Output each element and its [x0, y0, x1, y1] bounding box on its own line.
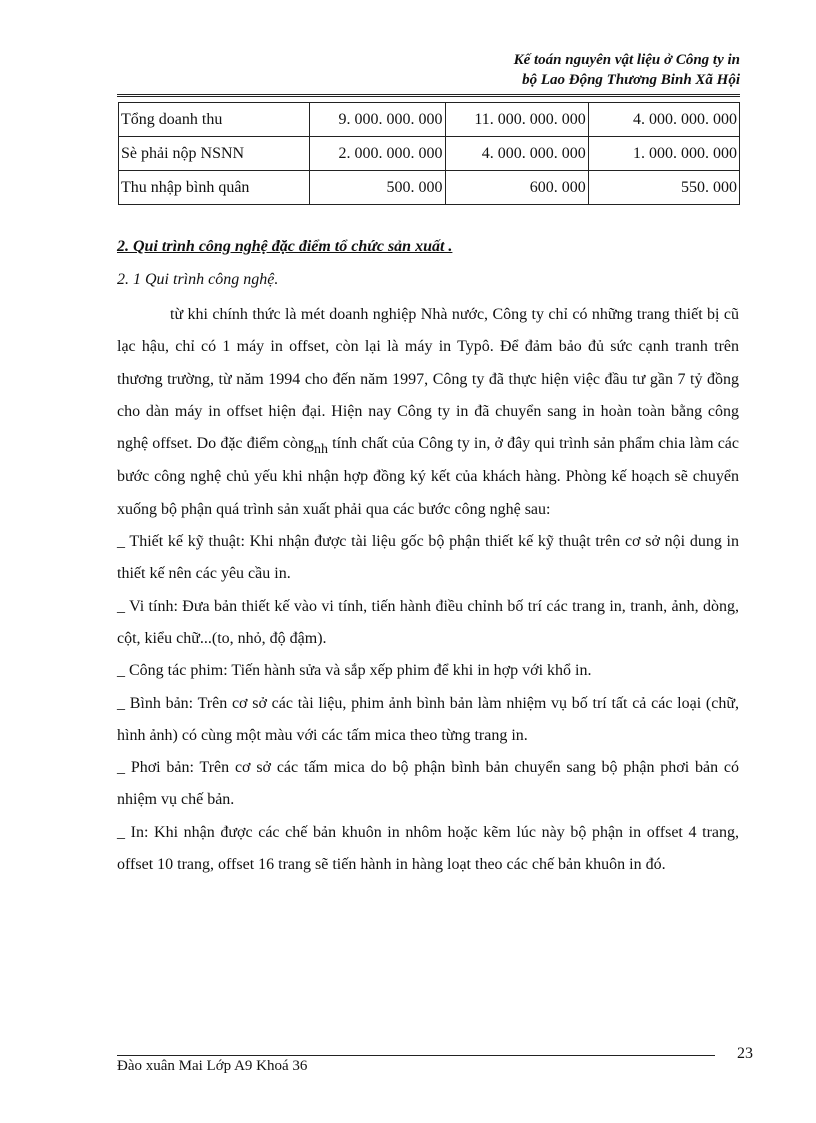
step-paragraph: _ Bình bản: Trên cơ sở các tài liệu, phim ảnh bình bản làm nhiệm vụ bố trí tất cả các loại (chữ, hình ảnh) có cùng một màu với các tấm mica theo từng trang in.: [117, 694, 739, 744]
table-cell: 9. 000. 000. 000: [310, 103, 445, 137]
table-row: [119, 103, 740, 137]
step-paragraph: _ Vi tính: Đưa bản thiết kế vào vi tính, tiến hành điều chỉnh bố trí các trang in, tranh, ảnh, dòng, cột, kiểu chữ...(to, nhỏ, độ đậm).: [117, 597, 739, 647]
table-cell: 4. 000. 000. 000: [588, 103, 739, 137]
table-cell: 2. 000. 000. 000: [310, 137, 445, 171]
header-line-2: bộ Lao Động Thương Binh Xã Hội: [522, 72, 740, 88]
intro-text-b: tính chất của Công ty in, ở đây qui trình sản phẩm chia làm các bước công nghệ chủ yếu khi nhận hợp đồng ký kết của khách hàng. Phòng kế hoạch sẽ chuyển xuống bộ phận quá trình sản xuất phải qua các bước công nghệ sau:: [117, 435, 739, 518]
step-paragraph: _ Thiết kế kỹ thuật: Khi nhận được tài liệu gốc bộ phận thiết kế kỹ thuật trên cơ sở nội dung in thiết kế nên các yêu cầu in.: [117, 533, 739, 583]
intro-paragraph: [117, 299, 739, 526]
footer-rule: [117, 1055, 715, 1056]
footer-author: Đào xuân Mai Lớp A9 Khoá 36: [117, 1058, 308, 1074]
row-label: Tổng doanh thu: [119, 103, 310, 137]
row-label: Thu nhập bình quân: [119, 171, 310, 205]
running-header: [514, 50, 740, 90]
header-line-1: Kế toán nguyên vật liệu ở Công ty in: [513, 52, 740, 68]
financial-table: [118, 102, 740, 205]
table-cell: 550. 000: [588, 171, 739, 205]
table-cell: 1. 000. 000. 000: [588, 137, 739, 171]
subsection-title: 2. 1 Qui trình công nghệ.: [117, 271, 279, 288]
step-paragraph: _ Phơi bản: Trên cơ sở các tấm mica do bộ phận bình bản chuyển sang bộ phận phơi bản có nhiệm vụ chế bản.: [117, 759, 739, 809]
section-title: 2. Qui trình công nghệ đặc điểm tổ chức sản xuất .: [117, 238, 453, 255]
intro-text-a: từ khi chính thức là mét doanh nghiệp Nhà nước, Công ty chỉ có những trang thiết bị cũ lạc hậu, chỉ có 1 máy in offset, còn lại là máy in Typô. Để đảm bảo đủ sức cạnh tranh trên thương trường, từ năm 1994 cho đến năm 1997, Công ty đã thực hiện việc đầu tư gần 7 tỷ đồng cho dàn máy in offset hiện đại. Hiện nay Công ty in đã chuyển sang in hoàn toàn bằng công nghệ offset. Do đặc điểm còng: [117, 306, 739, 453]
table-cell: 4. 000. 000. 000: [445, 137, 588, 171]
table-cell: 11. 000. 000. 000: [445, 103, 588, 137]
page-number: 23: [737, 1045, 753, 1062]
table-cell: 600. 000: [445, 171, 588, 205]
row-label: Sè phải nộp NSNN: [119, 137, 310, 171]
table-row: [119, 137, 740, 171]
body-text: [117, 299, 739, 881]
table-cell: 500. 000: [310, 171, 445, 205]
header-rule: [117, 94, 740, 97]
step-paragraph: _ Công tác phim: Tiến hành sửa và sắp xếp phim để khi in hợp với khổ in.: [117, 662, 592, 680]
step-paragraph: _ In: Khi nhận được các chế bản khuôn in nhôm hoặc kẽm lúc này bộ phận in offset 4 trang, offset 10 trang, offset 16 trang sẽ tiến hành in hàng loạt theo các chế bản khuôn in đó.: [117, 823, 739, 874]
intro-subscript: nh: [313, 442, 328, 458]
table-row: [119, 171, 740, 205]
